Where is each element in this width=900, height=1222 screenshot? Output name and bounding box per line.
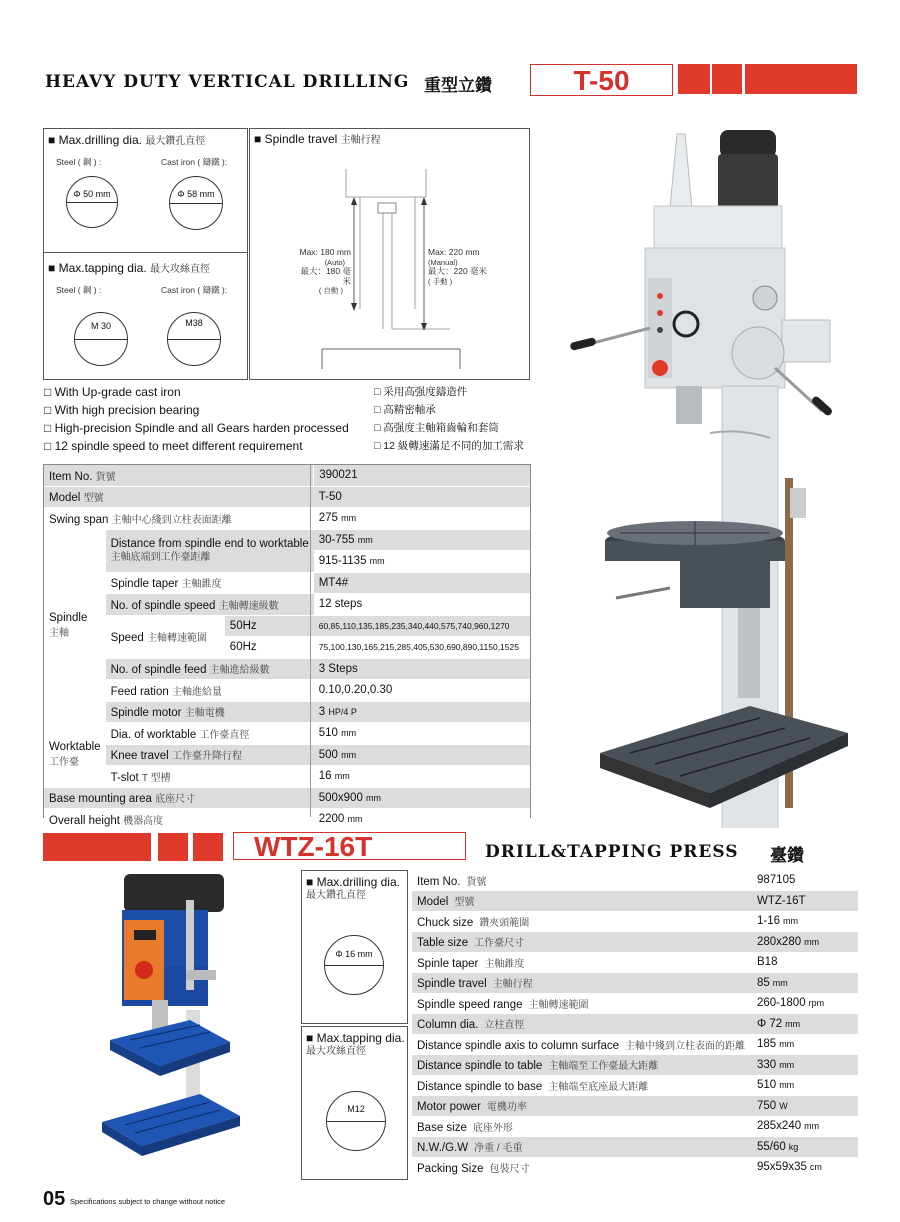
row-value: 30-755 xyxy=(318,533,355,546)
row-label-cn: 包裝尺寸 xyxy=(489,1163,530,1175)
row-unit: mm xyxy=(779,1080,795,1091)
cast-iron-label: Cast iron ( 鑄鐵 ): xyxy=(161,285,228,295)
row-label: Base size xyxy=(417,1121,467,1134)
row-value: 500 xyxy=(318,748,338,761)
table-row xyxy=(44,701,530,723)
row-label: No. of spindle speed xyxy=(110,599,216,612)
freq-label: 60Hz xyxy=(225,637,314,659)
row-label: Table size xyxy=(417,937,469,950)
row-label-cn: 主軸端至工作臺最大距離 xyxy=(548,1061,659,1073)
freq-label: 50Hz xyxy=(225,615,314,637)
row-label: Packing Size xyxy=(417,1162,484,1175)
row-value: 285x240 xyxy=(757,1120,802,1133)
row-value-cell xyxy=(752,911,858,932)
row-label: Column dia. xyxy=(417,1019,479,1032)
row-label: No. of spindle feed xyxy=(110,664,207,677)
table-row xyxy=(44,680,530,702)
row-label-cn: 底座尺寸 xyxy=(155,794,196,806)
row-label-cell xyxy=(412,932,752,953)
footer-note: Specifications subject to change without notice xyxy=(70,1197,226,1206)
row-value: 915-1135 xyxy=(318,555,367,568)
row-label: Spindle motor xyxy=(110,707,182,720)
row-label: Distance spindle to base xyxy=(417,1080,543,1093)
row-value-cell xyxy=(752,952,858,973)
table-row xyxy=(44,744,530,766)
drilling-title-cn: 最大鑽孔直徑 xyxy=(145,136,206,147)
table-row xyxy=(44,615,530,637)
table-row xyxy=(412,952,858,973)
row-value-cell xyxy=(752,1014,858,1035)
cast-iron-label: Cast iron ( 鑄鐵 ): xyxy=(161,157,228,167)
tapping-dia-panel: ■ Max.tapping dia. 最大攻絲直徑 Steel ( 鋼 ) : Cast iron ( 鑄鐵 ): M 30 M38 xyxy=(43,252,248,380)
steel-tap-value: M 30 xyxy=(90,321,111,331)
row-label-cell xyxy=(412,870,752,891)
row-label-cn: 主軸中綫到立柱表面的距離 xyxy=(625,1040,745,1052)
row-value-cell xyxy=(752,1096,858,1117)
row-value: MT4# xyxy=(314,572,530,594)
table-row xyxy=(412,870,858,891)
row-label-cell xyxy=(412,1157,752,1178)
table-row xyxy=(412,973,858,994)
row-value: 185 xyxy=(757,1038,777,1051)
row-value-cell xyxy=(752,1055,858,1076)
row-value: 55/60 xyxy=(757,1140,786,1153)
row-label: Spindle taper xyxy=(110,578,179,591)
row-value: 500x900 xyxy=(318,791,363,804)
row-label-cn: 主軸中心綫到立柱表面距離 xyxy=(111,514,232,526)
feature-item: □ 高强度主軸箱齒輪和套筒 xyxy=(374,422,499,434)
row-unit: mm xyxy=(772,977,788,988)
row-label-cell xyxy=(412,911,752,932)
row-label: Knee travel xyxy=(110,750,169,763)
wtz-title: DRILL&TAPPING PRESS xyxy=(485,842,739,862)
row-label-cell xyxy=(412,1075,752,1096)
steel-label: Steel ( 鋼 ) : xyxy=(56,157,102,167)
table-row xyxy=(44,529,530,551)
manual-travel-line: (Manual) xyxy=(428,257,458,267)
table-row xyxy=(44,723,530,745)
group-label: Worktable xyxy=(49,741,101,754)
row-label: N.W./G.W xyxy=(417,1142,469,1155)
feature-text: High-precision Spindle and all Gears harden processed xyxy=(54,421,349,435)
group-label-cn: 工作臺 xyxy=(49,757,79,769)
row-label: Distance from spindle end to worktable xyxy=(110,537,309,550)
row-label: Item No. xyxy=(49,470,93,483)
page-number: 05 xyxy=(43,1188,66,1210)
steel-label: Steel ( 鋼 ) : xyxy=(56,285,102,295)
row-label: Motor power xyxy=(417,1101,481,1114)
row-label-cn: 機器高度 xyxy=(123,815,164,827)
wtz-tapping-circle xyxy=(326,1091,386,1151)
row-label-cell xyxy=(412,891,752,912)
row-value-cell xyxy=(752,1034,858,1055)
row-label-cn: 貨號 xyxy=(466,876,487,888)
accent-block xyxy=(193,833,223,861)
table-row xyxy=(44,594,530,616)
row-label: Spinle taper xyxy=(417,957,479,970)
row-label-cn: 貨號 xyxy=(95,471,116,483)
row-value-cell xyxy=(752,1137,858,1158)
row-label-cn: 主軸進給量 xyxy=(171,686,222,698)
spindle-travel-diagram xyxy=(250,129,529,379)
row-value: 260-1800 xyxy=(757,997,806,1010)
model-badge-t50: T-50 xyxy=(530,64,673,96)
spindle-travel-panel: ■ Spindle travel 主軸行程 Max: 180 mm (Auto) 最大：180 毫米 ( 自動 ) Max: 220 mm (Manual) 最大：220 毫米 ( 手動 ) xyxy=(249,128,530,380)
table-row xyxy=(412,1096,858,1117)
wtz-tapping-title: Max.tapping dia. xyxy=(316,1031,405,1045)
row-value: 60,85,110,135,185,235,340,440,575,740,960,1270 xyxy=(314,615,530,637)
row-label-cn: 主軸電機 xyxy=(184,708,225,720)
table-row xyxy=(44,658,530,680)
table-row xyxy=(412,1116,858,1137)
table-row xyxy=(44,766,530,788)
manual-travel-line: ( 手動 ) xyxy=(428,276,453,286)
wtz-title-cn: 臺鑽 xyxy=(770,846,804,866)
row-value: 1-16 xyxy=(757,915,781,928)
row-label-cn: 主軸轉速範圍 xyxy=(147,633,208,644)
row-label-cn: 主軸進給級數 xyxy=(209,665,270,677)
row-value: B18 xyxy=(757,956,778,969)
row-value-cell xyxy=(752,1157,858,1178)
iron-diameter-circle xyxy=(169,176,223,230)
group-label: Spindle xyxy=(49,612,88,625)
row-label-cn: 主軸錐度 xyxy=(484,958,525,970)
table-row xyxy=(412,1034,858,1055)
accent-block xyxy=(158,833,188,861)
auto-travel-line: (Auto) xyxy=(324,257,345,267)
row-unit: mm xyxy=(369,556,385,567)
table-row xyxy=(44,809,530,831)
row-label: Speed xyxy=(110,632,144,644)
row-unit: mm xyxy=(341,728,357,739)
wtz-machine-image xyxy=(100,870,300,1160)
row-value: 987105 xyxy=(757,874,796,887)
row-label-cell xyxy=(412,973,752,994)
row-label-cell xyxy=(412,1096,752,1117)
auto-travel-line: Max: 180 mm xyxy=(299,247,351,257)
row-value: T-50 xyxy=(314,486,530,508)
row-label: Overall height xyxy=(49,814,120,827)
page-title: HEAVY DUTY VERTICAL DRILLING xyxy=(45,72,410,92)
row-label-cn: 工作臺尺寸 xyxy=(474,938,525,950)
row-label-cn: 主軸行程 xyxy=(492,979,533,991)
group-label-cn: 主軸 xyxy=(49,628,69,640)
row-value: 3 Steps xyxy=(314,658,530,680)
feature-text: 采用高强度鑄造件 xyxy=(383,386,468,398)
travel-title: Spindle travel xyxy=(264,132,338,146)
row-unit: W xyxy=(779,1100,788,1111)
table-row xyxy=(412,1137,858,1158)
manual-travel-line: Max: 220 mm xyxy=(428,247,480,257)
feature-text: With high precision bearing xyxy=(54,403,200,417)
table-row xyxy=(412,891,858,912)
row-value: 280x280 xyxy=(757,935,802,948)
row-label-cn: 型號 xyxy=(83,493,104,505)
table-row xyxy=(412,1157,858,1178)
row-value: 750 xyxy=(757,1099,777,1112)
row-unit: mm xyxy=(357,534,373,545)
row-label-cell xyxy=(412,1137,752,1158)
row-label: Distance spindle axis to column surface xyxy=(417,1039,619,1052)
feature-item: □ 采用高强度鑄造件 xyxy=(374,386,468,398)
row-label-cn: 底座外形 xyxy=(472,1122,513,1134)
spec-table xyxy=(44,465,530,831)
wtz-drilling-panel: ■ Max.drilling dia. 最大鑽孔直徑 Φ 16 mm xyxy=(301,870,408,1024)
row-unit: mm xyxy=(341,513,357,524)
row-unit: mm xyxy=(347,814,363,825)
row-value-cell xyxy=(752,993,858,1014)
wtz-drilling-circle xyxy=(324,935,384,995)
table-row xyxy=(412,1014,858,1035)
feature-text: 高强度主軸箱齒輪和套筒 xyxy=(383,422,499,434)
table-row xyxy=(412,932,858,953)
row-label-cn: 主軸轉速級數 xyxy=(218,600,279,612)
manual-travel-note xyxy=(428,248,487,286)
auto-travel-note xyxy=(296,248,351,296)
steel-diameter-value: Φ 50 mm xyxy=(73,189,111,199)
row-label-cn: 型號 xyxy=(454,897,475,909)
row-value: 510 xyxy=(757,1079,777,1092)
row-label: Swing span xyxy=(49,513,109,526)
feature-list-en xyxy=(44,383,349,455)
row-label-cn: T 型槽 xyxy=(141,772,171,784)
feature-text: With Up-grade cast iron xyxy=(54,385,181,399)
page-title-cn: 重型立鑽 xyxy=(424,76,492,96)
tapping-title: Max.tapping dia. xyxy=(58,261,147,275)
row-value-cell xyxy=(752,1075,858,1096)
row-label-cell xyxy=(412,1055,752,1076)
row-value: 510 xyxy=(318,727,338,740)
row-value: 390021 xyxy=(314,465,530,486)
row-label: Feed ration xyxy=(110,685,169,698)
row-unit: mm xyxy=(783,916,799,927)
accent-block xyxy=(678,64,710,94)
row-label-cn: 主軸端至底座最大距離 xyxy=(548,1081,649,1093)
row-label: T-slot xyxy=(110,771,139,784)
spec-table xyxy=(412,870,858,1178)
row-value: 275 xyxy=(318,512,338,525)
feature-item: □ High-precision Spindle and all Gears harden processed xyxy=(44,421,349,435)
row-label-cn: 工作臺直徑 xyxy=(199,729,250,741)
row-value: 0.10,0.20,0.30 xyxy=(314,680,530,702)
row-label-cell xyxy=(412,952,752,973)
row-unit: mm xyxy=(366,792,382,803)
table-row xyxy=(44,572,530,594)
iron-diameter-value: Φ 58 mm xyxy=(177,189,215,199)
model-badge-wtz: WTZ-16T xyxy=(233,832,466,860)
column-divider xyxy=(310,465,311,817)
row-label-cell xyxy=(412,1116,752,1137)
row-value-cell xyxy=(752,870,858,891)
table-row xyxy=(412,911,858,932)
row-value: 16 xyxy=(318,770,332,783)
row-label-cn: 主軸底端到工作臺距離 xyxy=(110,551,211,563)
row-label-cn: 立柱直徑 xyxy=(484,1020,525,1032)
table-row xyxy=(412,993,858,1014)
drilling-dia-panel: ■ Max.drilling dia. 最大鑽孔直徑 Steel ( 鋼 ) : Cast iron ( 鑄鐵 ): Φ 50 mm Φ 58 mm xyxy=(43,128,248,254)
row-label-cn: 鑽夾頭範圍 xyxy=(479,917,530,929)
row-label-cn: 净重 / 毛重 xyxy=(474,1143,523,1155)
row-value: 3 xyxy=(318,705,326,718)
auto-travel-line: 最大：180 毫米 xyxy=(300,266,351,286)
row-label-cn: 主軸錐度 xyxy=(181,579,222,591)
row-value: 75,100,130,165,215,285,405,530,690,890,1150,1525 xyxy=(314,637,530,659)
row-value-cell xyxy=(752,891,858,912)
row-value: 95x59x35 xyxy=(757,1161,807,1174)
feature-item: □ 12 spindle speed to meet different requirement xyxy=(44,439,303,453)
row-unit: mm xyxy=(779,1039,795,1050)
row-value: Φ 72 xyxy=(757,1017,783,1030)
row-value: 12 steps xyxy=(314,594,530,616)
feature-text: 12 spindle speed to meet different requirement xyxy=(54,439,303,453)
wtz-tapping-title-cn: 最大攻絲直徑 xyxy=(306,1046,366,1057)
row-unit: mm xyxy=(779,1059,795,1070)
travel-title-cn: 主軸行程 xyxy=(340,135,381,146)
drilling-title: Max.drilling dia. xyxy=(58,133,142,147)
table-row xyxy=(44,465,530,486)
steel-diameter-circle xyxy=(66,176,118,228)
row-label: Chuck size xyxy=(417,916,474,929)
row-unit: rpm xyxy=(808,998,825,1009)
row-label: Spindle speed range xyxy=(417,998,523,1011)
wtz-drilling-value: Φ 16 mm xyxy=(335,949,373,959)
row-label: Model xyxy=(49,492,81,505)
tapping-title-cn: 最大攻絲直徑 xyxy=(150,264,210,275)
row-label-cn: 工作臺升降行程 xyxy=(171,751,242,763)
row-value: 2200 xyxy=(318,813,345,826)
t50-spec-table xyxy=(43,464,531,827)
row-unit: mm xyxy=(804,1121,820,1132)
row-label-cell xyxy=(412,1034,752,1055)
row-label: Item No. xyxy=(417,875,461,888)
row-unit: kg xyxy=(788,1141,799,1152)
accent-block xyxy=(745,64,857,94)
row-value-cell xyxy=(752,932,858,953)
accent-block xyxy=(43,833,151,861)
feature-item: □ 12 級轉速滿足不同的加工需求 xyxy=(374,440,524,452)
table-row xyxy=(412,1075,858,1096)
row-label: Spindle travel xyxy=(417,978,487,991)
row-unit: mm xyxy=(785,1018,801,1029)
row-value: 85 xyxy=(757,976,770,989)
row-label-cn: 主軸轉速範圍 xyxy=(528,999,589,1011)
table-row xyxy=(44,508,530,530)
row-label-cn: 電機功率 xyxy=(486,1102,527,1114)
wtz-drilling-title: Max.drilling dia. xyxy=(316,875,400,889)
row-unit: cm xyxy=(809,1162,822,1173)
table-row xyxy=(44,787,530,809)
iron-tap-value: M38 xyxy=(185,318,203,328)
row-value-cell xyxy=(752,973,858,994)
row-label: Distance spindle to table xyxy=(417,1060,543,1073)
row-unit: mm xyxy=(804,936,820,947)
table-row xyxy=(44,486,530,508)
row-unit: mm xyxy=(341,749,357,760)
manual-travel-line: 最大：220 毫米 xyxy=(428,266,488,276)
row-value-cell xyxy=(752,1116,858,1137)
wtz-drilling-title-cn: 最大鑽孔直徑 xyxy=(306,890,366,901)
steel-tap-circle xyxy=(74,312,128,366)
feature-item: □ With high precision bearing xyxy=(44,403,200,417)
auto-travel-line: ( 自動 ) xyxy=(318,286,343,295)
accent-block xyxy=(712,64,742,94)
t50-machine-image xyxy=(560,128,850,828)
wtz-tapping-panel: ■ Max.tapping dia. 最大攻絲直徑 M12 xyxy=(301,1026,408,1180)
table-row xyxy=(412,1055,858,1076)
row-label: Base mounting area xyxy=(49,793,152,806)
iron-tap-circle xyxy=(167,312,221,366)
feature-text: 高精密軸承 xyxy=(383,404,436,416)
row-value: 330 xyxy=(757,1058,777,1071)
row-label-cell xyxy=(412,993,752,1014)
row-label: Dia. of worktable xyxy=(110,728,197,741)
wtz-tapping-value: M12 xyxy=(347,1104,365,1114)
row-unit: HP/4 P xyxy=(328,706,357,717)
row-label: Model xyxy=(417,896,449,909)
wtz-spec-table xyxy=(412,870,858,1178)
feature-item: □ With Up-grade cast iron xyxy=(44,385,181,399)
feature-item: □ 高精密軸承 xyxy=(374,404,436,416)
feature-text: 12 級轉速滿足不同的加工需求 xyxy=(383,440,524,452)
row-label-cell xyxy=(412,1014,752,1035)
row-value: WTZ-16T xyxy=(757,894,806,907)
row-unit: mm xyxy=(334,771,350,782)
feature-list-cn xyxy=(374,383,524,455)
